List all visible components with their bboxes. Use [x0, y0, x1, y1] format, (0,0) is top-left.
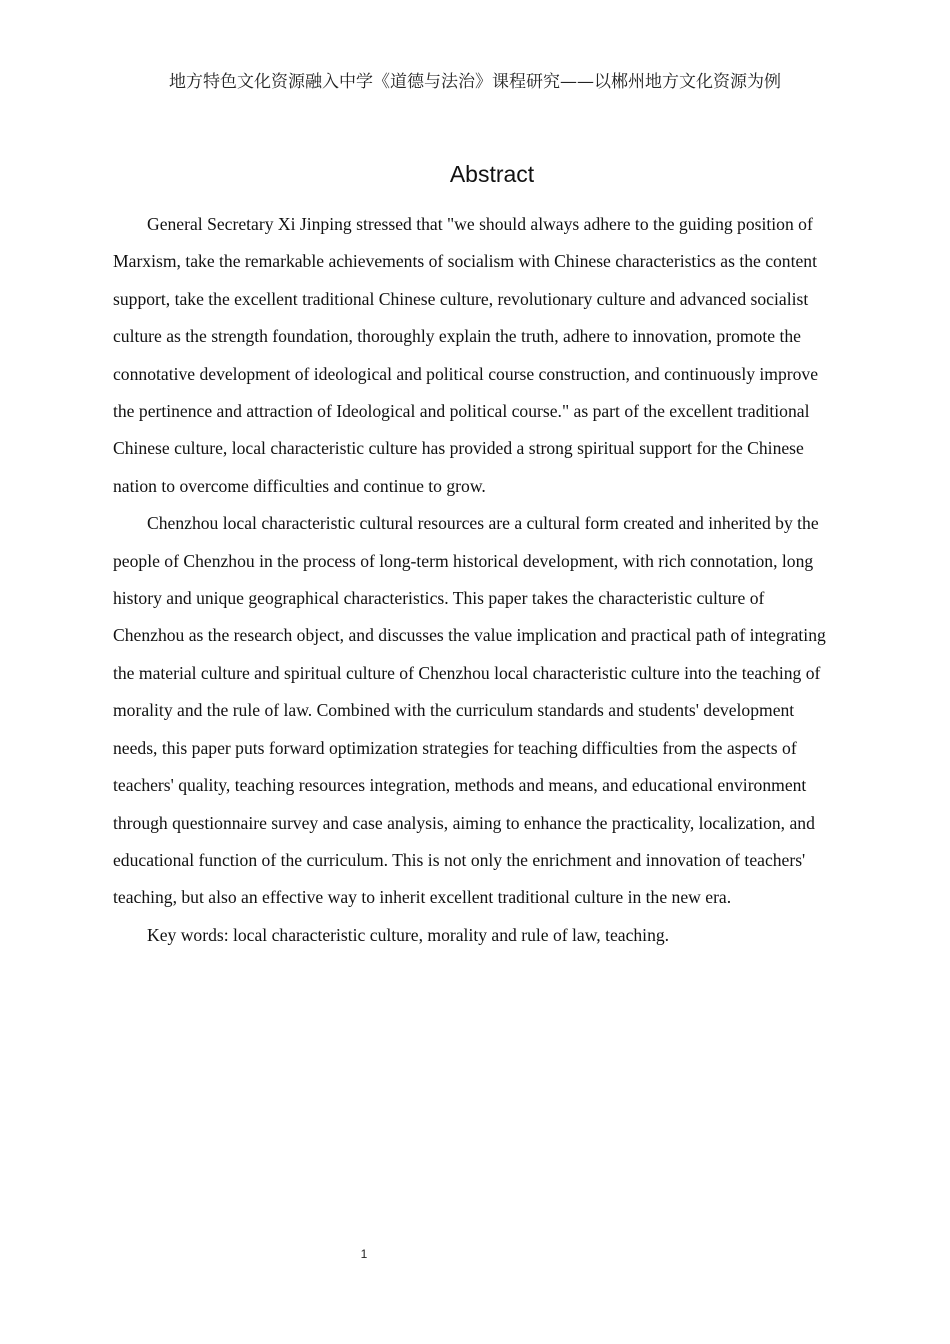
keywords-line: Key words: local characteristic culture, morality and rule of law, teaching.: [147, 924, 670, 945]
running-header: 地方特色文化资源融入中学《道德与法治》课程研究——以郴州地方文化资源为例: [169, 72, 781, 92]
abstract-title: Abstract: [449, 161, 535, 187]
abstract-paragraph: General Secretary Xi Jinping stressed that "we should always adhere to the guiding position of Marxism, take the remarkable achievements of socialism with Chinese characteristics as the content support, take the excellent traditional Chinese culture, revolutionary culture and advanced socialist culture as the strength foundation, thoroughly explain the truth, adhere to innovation, promote the connotative development of ideological and political course construction, and continuously improve the pertinence and attraction of Ideological and political course." as part of the excellent traditional Chinese culture, local characteristic culture has provided a strong spiritual support for the Chinese nation to overcome difficulties and continue to grow.: [113, 214, 819, 496]
abstract-body: [113, 206, 835, 954]
page-number: 1: [360, 1247, 368, 1261]
abstract-paragraph: Chenzhou local characteristic cultural resources are a cultural form created and inherited by the people of Chenzhou in the process of long-term historical development, with rich connotation, long history and unique geographical characteristics. This paper takes the characteristic culture of Chenzhou as the research object, and discusses the value implication and practical path of integrating the material culture and spiritual culture of Chenzhou local characteristic culture into the teaching of morality and the rule of law. Combined with the curriculum standards and students' development needs, this paper puts forward optimization strategies for teaching difficulties from the aspects of teachers' quality, teaching resources integration, methods and means, and educational environment through questionnaire survey and case analysis, aiming to enhance the practicality, localization, and educational function of the curriculum. This is not only the enrichment and innovation of teachers' teaching, but also an effective way to inherit excellent traditional culture in the new era.: [113, 513, 826, 908]
